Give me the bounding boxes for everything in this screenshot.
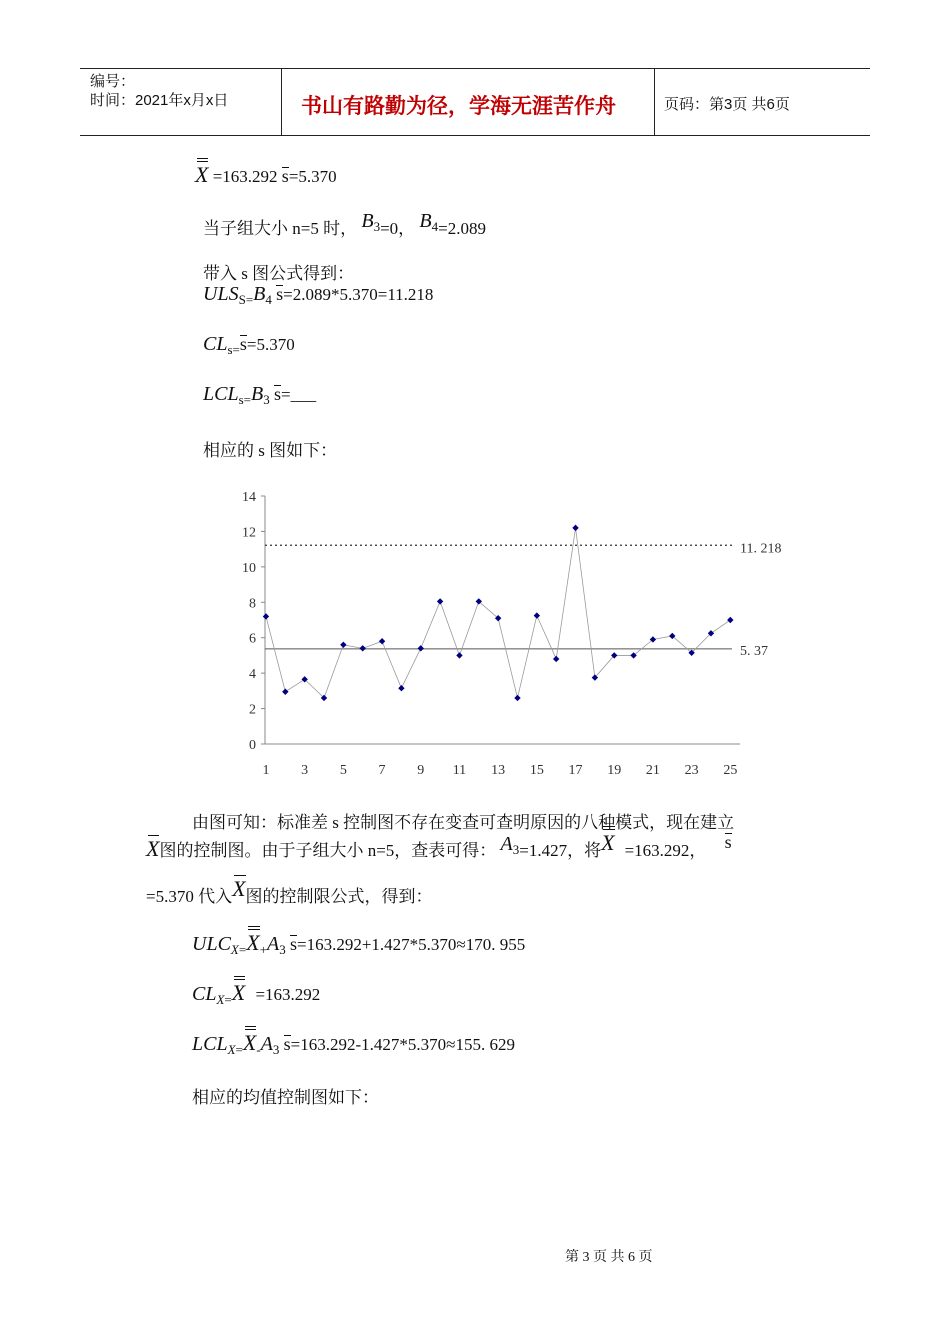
x-tick-label: 19 — [607, 763, 622, 778]
b4-value: =2.089 — [438, 219, 486, 238]
clx-sub: X — [216, 992, 225, 1007]
data-point — [418, 645, 424, 651]
ulc-formula — [192, 930, 525, 956]
uls-b4-sub: 4 — [265, 292, 272, 307]
ulc-eq: = — [238, 942, 247, 957]
x-tick-label: 1 — [262, 763, 270, 778]
lclx-label: LCL — [192, 1033, 228, 1055]
sbar-value: =5.370 — [288, 167, 337, 186]
lcl-s-formula — [203, 383, 316, 406]
y-tick-label: 14 — [242, 490, 256, 505]
paragraph-line-2-text: 图的控制图。由于子组大小 n=5，查表可得： — [159, 841, 497, 860]
s-formula-intro: 带入 s 图公式得到： — [203, 264, 355, 283]
cl-rest: =5.370 — [246, 335, 295, 354]
x-tick-label: 15 — [529, 763, 544, 778]
data-point — [727, 617, 733, 623]
clx-label: CL — [192, 983, 217, 1005]
lclx-minus: - — [256, 1042, 261, 1057]
paragraph-line-3-text: =5.370 代入 — [146, 887, 233, 906]
series-line — [266, 528, 730, 698]
a3-symbol: A — [500, 833, 513, 855]
b4-sub: 4 — [431, 219, 439, 234]
lclx-a3: A — [260, 1033, 273, 1055]
ulc-label: ULC — [192, 933, 231, 955]
header-divider-2 — [654, 68, 655, 136]
cl-sub: s — [227, 342, 233, 357]
lcl-eq: = — [243, 392, 251, 407]
page-footer: 第 3 页 共 6 页 — [565, 1250, 653, 1265]
lclx-sub: X — [227, 1042, 236, 1057]
header-motto: 书山有路勤为径，学海无涯苦作舟 — [301, 95, 616, 118]
cl-eq: = — [232, 342, 240, 357]
x-tick-label: 7 — [378, 763, 386, 778]
y-tick-label: 0 — [249, 738, 256, 753]
data-point — [398, 685, 404, 691]
uls-sbar: s — [276, 284, 284, 304]
x-tick-label: 9 — [417, 763, 425, 778]
uls-sub: S — [238, 292, 246, 307]
cl-sbar: s — [239, 334, 247, 354]
clx-rest: =163.292 — [255, 985, 321, 1004]
xbarbar-line — [195, 162, 337, 188]
cl-x-formula — [192, 980, 320, 1006]
y-tick-label: 6 — [249, 631, 256, 647]
y-tick-label: 10 — [242, 560, 256, 576]
subgroup-text: 当子组大小 n=5 时， — [203, 219, 358, 238]
x-tick-label: 23 — [684, 763, 699, 778]
cl-label: 5. 37 — [740, 643, 768, 659]
x-tick-label: 25 — [723, 763, 738, 778]
data-point — [514, 695, 520, 701]
paragraph-line-2 — [146, 830, 732, 862]
data-point — [340, 642, 346, 648]
ucl-label: 11. 218 — [740, 541, 782, 557]
x-tick-label: 3 — [301, 763, 309, 778]
xbarbar-value: =163.292 — [212, 167, 278, 186]
sbar-symbol: s — [281, 166, 289, 186]
data-point — [534, 612, 540, 618]
ulc-plus: + — [259, 942, 267, 957]
data-point — [572, 525, 578, 531]
subgroup-line — [203, 210, 486, 240]
lcl-rest: =___ — [280, 385, 317, 404]
ulc-xbarbar: X — [246, 930, 260, 955]
mean-chart-intro: 相应的均值控制图如下： — [192, 1088, 379, 1107]
lcl-label: LCL — [203, 383, 239, 405]
cl-label: CL — [203, 333, 228, 355]
xbarbar-symbol-2: X — [601, 830, 615, 855]
header-top-rule — [80, 68, 870, 69]
lcl-b3-sub: 3 — [263, 392, 270, 407]
x-tick-label: 17 — [568, 763, 583, 778]
x-tick-label: 5 — [339, 763, 347, 778]
ulc-rest: =163.292+1.427*5.370≈170. 955 — [296, 935, 526, 954]
ulc-sub: X — [230, 942, 239, 957]
header-divider-1 — [281, 68, 282, 136]
lclx-rest: =163.292-1.427*5.370≈155. 629 — [290, 1035, 516, 1054]
b4-symbol: B — [419, 210, 432, 232]
header-time-label: 时间：2021年x月x日 — [90, 92, 229, 109]
paragraph-line-3-rest: 图的控制限公式，得到： — [245, 887, 433, 906]
uls-b4: B — [253, 283, 266, 305]
data-point — [456, 652, 462, 658]
data-point — [553, 656, 559, 662]
uls-formula — [203, 283, 433, 306]
header-number-label: 编号： — [90, 73, 136, 90]
y-tick-label: 8 — [249, 596, 256, 612]
uls-rest: =2.089*5.370=11.218 — [283, 285, 434, 304]
data-point — [437, 598, 443, 604]
paragraph-line-3 — [146, 876, 433, 908]
clx-xbarbar: X — [231, 980, 246, 1005]
uls-label: ULS — [203, 283, 239, 305]
ulc-sbar: s — [289, 934, 297, 954]
data-point — [282, 689, 288, 695]
y-tick-label: 12 — [242, 525, 256, 541]
b3-sub: 3 — [373, 219, 381, 234]
a3-sub: 3 — [512, 842, 520, 857]
lclx-sbar: s — [283, 1034, 291, 1054]
header-page-info: 页码：第3页 共6页 — [664, 96, 790, 113]
s-chart-intro: 相应的 s 图如下： — [203, 441, 338, 460]
uls-eq: = — [245, 292, 254, 307]
xbarbar-value-2: =163.292， — [624, 841, 707, 860]
data-point — [360, 645, 366, 651]
data-point — [263, 613, 269, 619]
header-bottom-rule — [80, 135, 870, 136]
xbarbar-symbol: X — [195, 162, 209, 187]
s-control-chart — [225, 482, 815, 782]
ulc-a3-sub: 3 — [279, 942, 286, 957]
data-point — [379, 638, 385, 644]
lclx-a3-sub: 3 — [272, 1042, 280, 1057]
cl-s-formula — [203, 333, 295, 356]
lclx-eq: = — [235, 1042, 243, 1057]
x-tick-label: 11 — [452, 763, 467, 778]
b3-symbol: B — [361, 210, 374, 232]
clx-eq: = — [224, 992, 232, 1007]
lcl-b3: B — [251, 383, 264, 405]
b3-value: =0， — [380, 219, 416, 238]
y-tick-label: 4 — [249, 667, 256, 683]
lclx-xbarbar: X — [242, 1030, 257, 1055]
ulc-a3: A — [267, 933, 280, 955]
a3-value: =1.427，将 — [519, 841, 602, 860]
x-tick-label: 21 — [645, 763, 660, 778]
sbar-symbol-2: s — [724, 832, 732, 852]
lcl-sbar: s — [273, 384, 281, 404]
paragraph-line-1: 由图可知：标准差 s 控制图不存在变查可查明原因的八种模式，现在建立 — [192, 813, 735, 832]
lcl-sub: s — [238, 392, 244, 407]
lcl-x-formula — [192, 1030, 515, 1056]
y-tick-label: 2 — [249, 702, 256, 718]
xbar-symbol: X — [146, 836, 160, 861]
x-tick-label: 13 — [491, 763, 506, 778]
xbar-symbol-2: X — [232, 876, 246, 901]
